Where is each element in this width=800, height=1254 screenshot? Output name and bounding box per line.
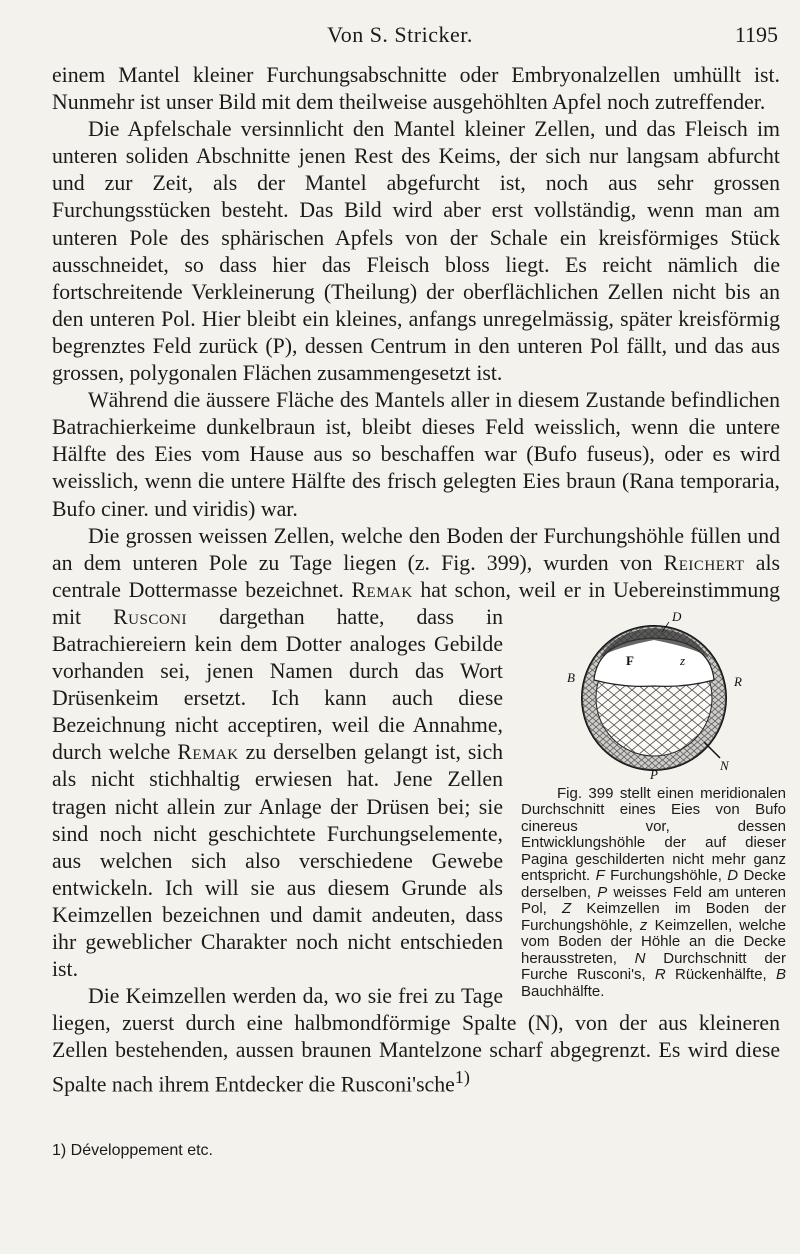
paragraph-2: Die Apfelschale versinnlicht den Mantel kleiner Zellen, und das Fleisch im unteren soliden Abschnitte jenen Rest des Keims, der sich nur langsam abfurcht und zur Zeit, als der Mantel abgefurcht ist, noch aus sehr grossen Furchungsstücken besteht. Das Bild wird aber erst vollständig, wenn man am unteren Pole des sphärischen Apfels von der Schale ein kreisförmiges Stück ausschneidet, so dass hier das Fleisch bloss liegt. Es reicht nämlich die fortschreitende Verkleinerung (Theilung) der oberflächlichen Zellen nicht bis an den unteren Pol. Hier bleibt ein kleines, anfangs unregelmässig, später kreisförmig begrenztes Feld zurück (P), dessen Centrum in den unteren Pol fällt, und das aus grossen, polygonalen Flächen zusammengesetzt ist. <box>52 117 780 386</box>
paragraph-4 <box>52 523 787 1000</box>
author-name: Remak <box>177 740 239 765</box>
legend-item: N Durchschnitt der Furche Rusconi's, <box>521 949 787 984</box>
paragraph-3: Während die äussere Fläche des Mantels aller in diesem Zustande befindlichen Batrachierkeime dunkelbraun ist, bleibt dieses Feld weisslich, wenn die untere Hälfte des Eies vom Hause aus so beschaffen war (Bufo fuseus), oder es wird weisslich, wenn die untere Hälfte des frisch gelegten Eies braun (Rana temporaria, Bufo ciner. und viridis) war. <box>52 388 780 521</box>
label-d: D <box>671 609 681 624</box>
figure-399 <box>521 610 786 1001</box>
legend-item: D Decke derselben, <box>521 867 786 901</box>
page-header <box>0 22 800 52</box>
paragraph-5-text: Die Keimzellen werden da, wo sie frei zu Tage liegen, zuerst durch eine halbmondförmige Spalte (N), von der aus kleineren Zellen bestehenden, aussen braunen Mantelzone scharf abgegrenzt. Es wird diese Spalte nach ihrem Entdecker die Rusconi'sche <box>52 984 780 1097</box>
egg-section-figure <box>554 610 754 780</box>
caption-text: stellt einen meridionalen Durchschnitt eines Eies von Bufo cinereus vor, dessen Entwicklungshöhle der auf dieser Pagina geschilderten nicht mehr ganz entspricht. <box>521 784 787 885</box>
paragraph-1: einem Mantel kleiner Furchungsabschnitte oder Embryonalzellen umhüllt ist. Nunmehr ist unser Bild mit dem theilweise ausgehöhlten Apfel noch zutreffender. <box>52 63 780 115</box>
author-name: Remak <box>351 577 413 602</box>
running-title: Von S. Stricker. <box>327 22 473 47</box>
author-name: Rusconi <box>113 604 188 629</box>
label-f: F <box>625 652 634 668</box>
figure-caption <box>521 786 786 1001</box>
label-n: N <box>719 757 729 773</box>
footnote: 1) Développement etc. <box>52 1142 213 1159</box>
legend-item: R Rückenhälfte, <box>654 966 767 984</box>
paragraph-5 <box>52 983 780 1099</box>
rusconi-furrow <box>704 742 720 758</box>
label-b: B <box>566 669 575 685</box>
paragraph-4-text: zu derselben gelangt ist, sich als nicht stichhaltig erwiesen hat. Jene Zellen tragen nicht allein zur Anlage der Drüsen bei; sie sind noch nicht geschichtete Furchungselemente, aus welchen sich also verschiedene Gewebe entwickeln. Ich will sie aus diesem Grunde als Keimzellen bezeichnen und damit andeuten, dass ihr geweblicher Charakter noch nicht entschieden ist. <box>52 740 504 982</box>
legend-item: z Keimzellen, welche vom Boden der Höhle an die Decke herausstreten, <box>521 916 786 967</box>
legend-item: P weisses Feld am unteren Pol, <box>521 883 786 918</box>
page-number: 1195 <box>734 22 778 47</box>
paragraph-4-text: dargethan hatte, dass in Batrachiereiern kein dem Dotter analoges Gebilde vorhanden sei, jenen Namen durch das Wort Drüsenkeim ersetzt. Ich kann auch diese Bezeichnung nicht acceptiren, weil die Annahme, durch welche <box>52 604 504 765</box>
legend-item: F Furchungshöhle, <box>595 867 722 885</box>
legend-item: B Bauchhälfte. <box>521 966 786 1000</box>
body-text <box>52 62 787 1099</box>
label-z: z <box>679 652 685 668</box>
label-r: R <box>733 673 742 689</box>
label-p: P <box>649 766 658 780</box>
footnote-marker: 1) <box>454 1067 470 1088</box>
paragraph-4-text: Die grossen weissen Zellen, welche den Boden der Furchungshöhle füllen und an dem unteren Pole zu Tage liegen (z. Fig. 399), wurden von <box>52 523 780 575</box>
paragraph-4-text: als centrale Dottermasse bezeichnet. <box>52 550 780 602</box>
paragraph-4-text: hat schon, weil er in Uebereinstimmung mit <box>52 577 781 629</box>
legend-item: Z Keimzellen im Boden der Furchungshöhle, <box>521 900 786 934</box>
author-name: Reichert <box>663 550 745 575</box>
caption-lead: Fig. 399 <box>557 784 614 802</box>
